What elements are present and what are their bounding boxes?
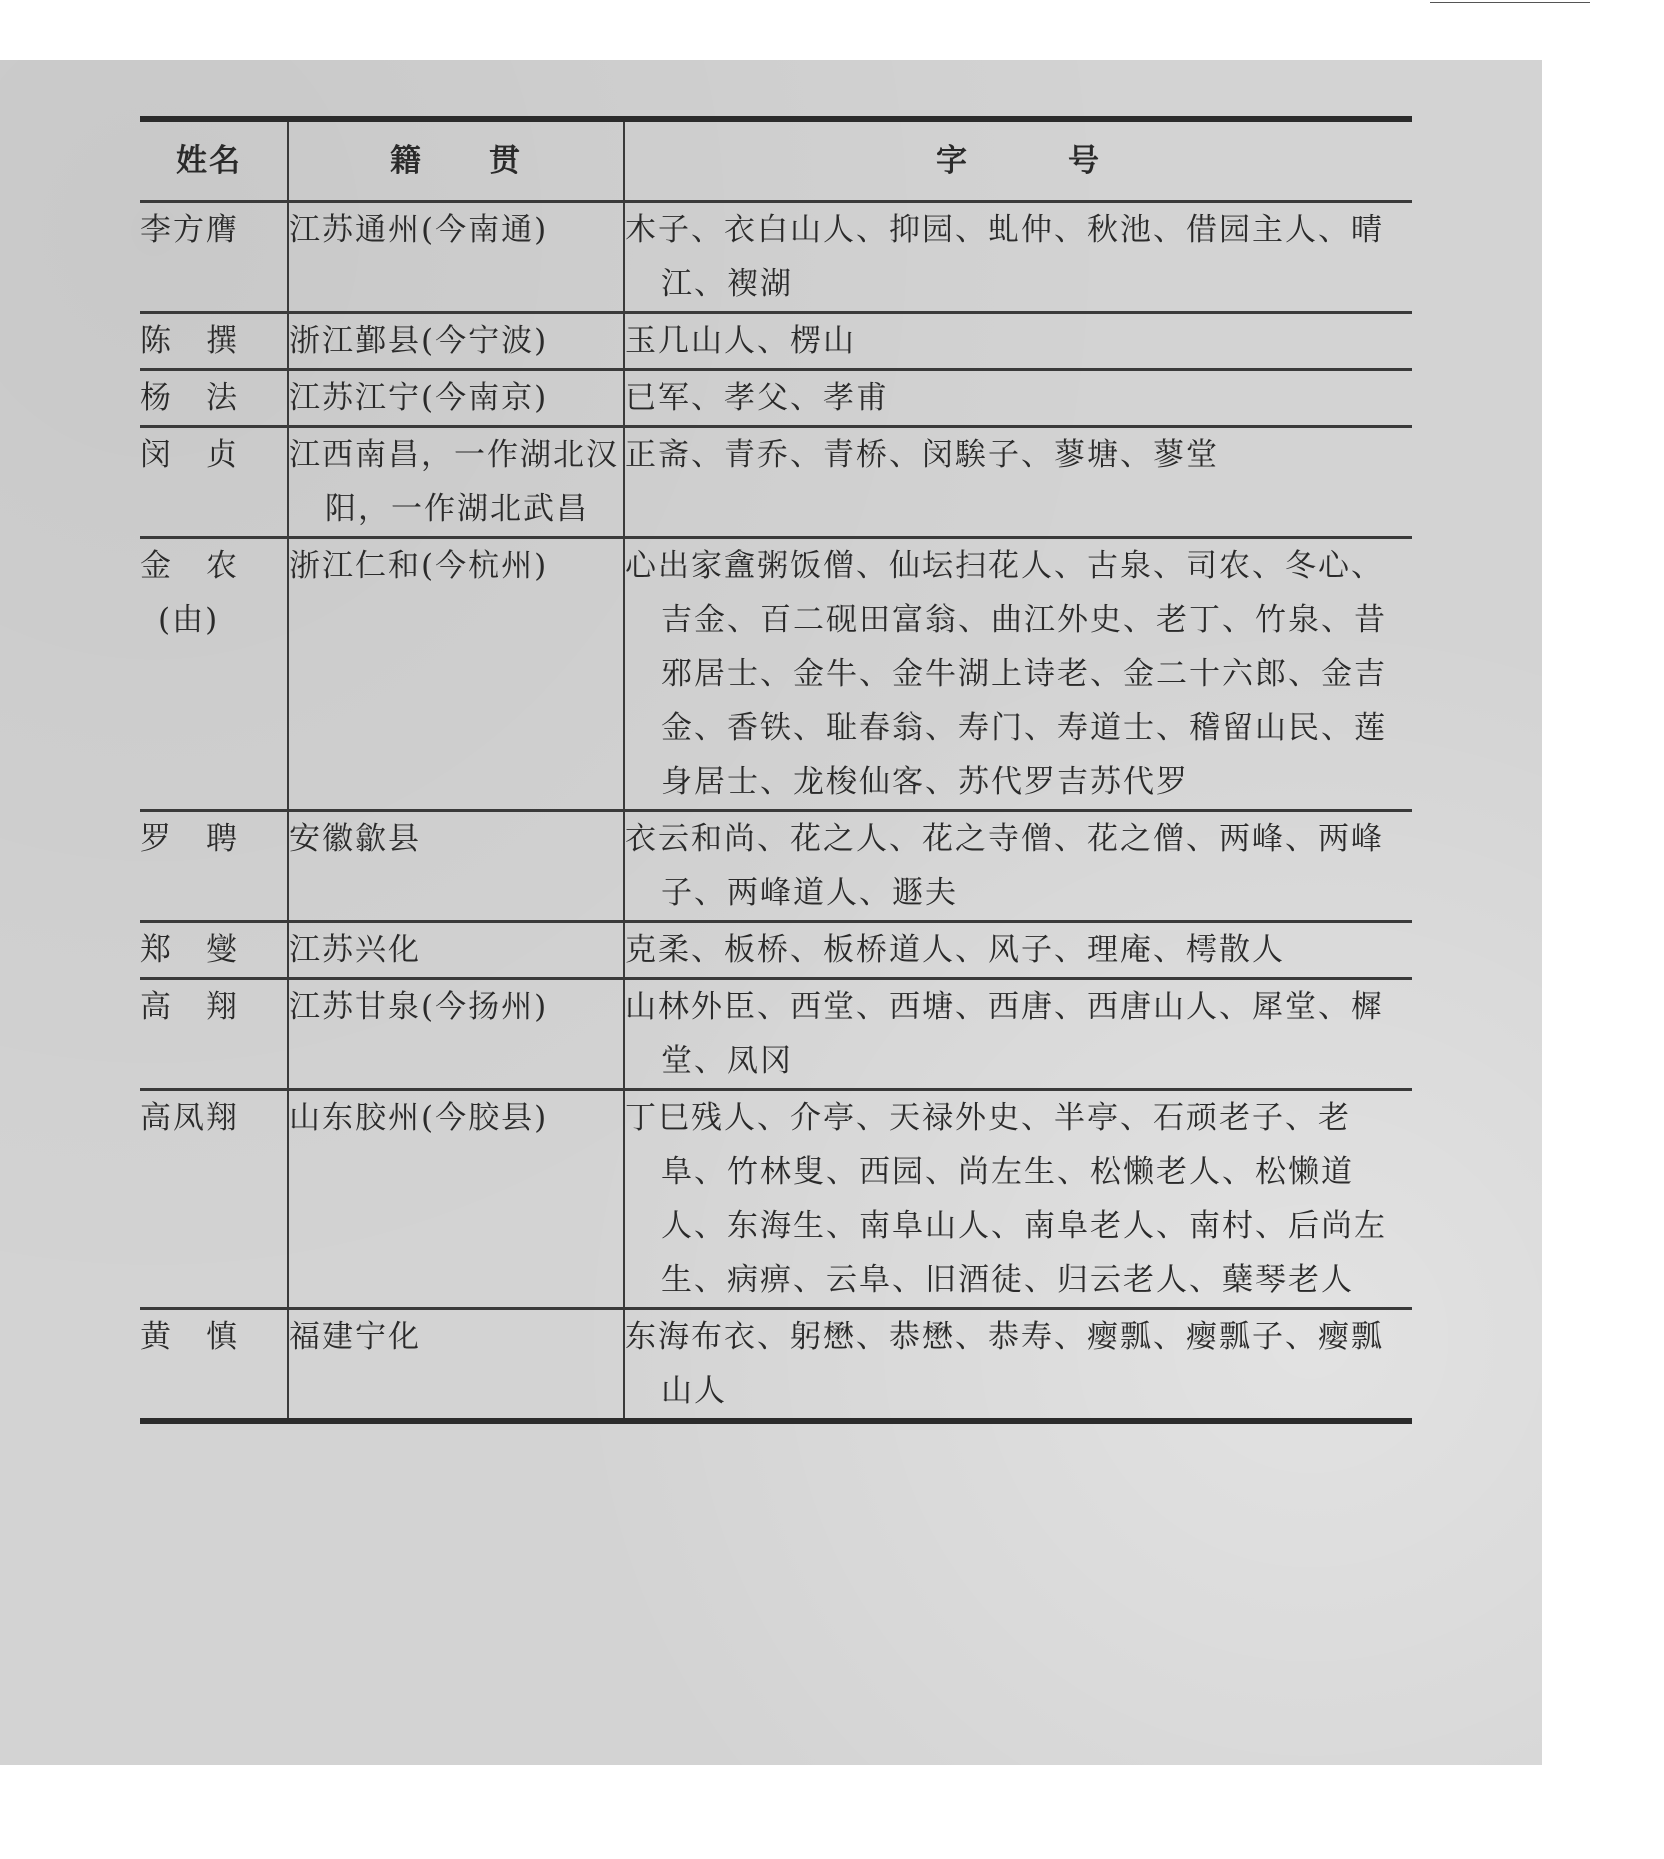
table-row: [140, 1309, 1412, 1422]
cell-hao: [624, 979, 1412, 1090]
origin-text: 浙江鄞县(今宁波): [289, 323, 549, 359]
cell-name: [140, 427, 288, 538]
origin-text: 江苏兴化: [289, 932, 421, 968]
origin-text: 江苏江宁(今南京): [289, 380, 549, 416]
cell-origin: [288, 313, 624, 370]
hao-text: 木子、衣白山人、抑园、虬仲、秋池、借园主人、晴江、褉湖: [625, 212, 1384, 302]
cell-origin: [288, 979, 624, 1090]
table-header-row: [140, 119, 1412, 202]
header-name: 姓名: [140, 119, 288, 202]
table-row: [140, 538, 1412, 811]
origin-text: 江苏甘泉(今扬州): [289, 989, 549, 1025]
cell-name: [140, 370, 288, 427]
person-name: 闵 贞: [140, 437, 239, 473]
cell-origin: [288, 370, 624, 427]
origin-text: 福建宁化: [289, 1319, 421, 1355]
hao-text: 已军、孝父、孝甫: [625, 380, 889, 416]
table-row: [140, 370, 1412, 427]
table-row: [140, 979, 1412, 1090]
table-container: [140, 116, 1412, 1424]
person-name: 郑 燮: [140, 932, 239, 968]
hao-text: 正斋、青乔、青桥、闵騃子、蓼塘、蓼堂: [625, 437, 1219, 473]
origin-text: 江西南昌，一作湖北汉阳，一作湖北武昌: [289, 437, 619, 527]
person-name: 杨 法: [140, 380, 239, 416]
painters-names-table: [140, 116, 1412, 1424]
cell-origin: [288, 1090, 624, 1309]
cell-hao: [624, 922, 1412, 979]
cell-origin: [288, 1309, 624, 1422]
origin-text: 江苏通州(今南通): [289, 212, 549, 248]
table-row: [140, 427, 1412, 538]
hao-text: 克柔、板桥、板桥道人、风子、理庵、樗散人: [625, 932, 1285, 968]
table-row: [140, 202, 1412, 313]
cell-name: [140, 811, 288, 922]
cell-hao: [624, 811, 1412, 922]
cell-name: [140, 979, 288, 1090]
person-name: 黄 慎: [140, 1319, 239, 1355]
scan-margin-bottom: [78, 1765, 1464, 1859]
person-name: 李方膺: [140, 212, 239, 248]
cell-origin: [288, 811, 624, 922]
table-row: [140, 313, 1412, 370]
cell-origin: [288, 922, 624, 979]
hao-text: 衣云和尚、花之人、花之寺僧、花之僧、两峰、两峰子、两峰道人、遯夫: [625, 821, 1384, 911]
origin-text: 安徽歙县: [289, 821, 421, 857]
cell-origin: [288, 427, 624, 538]
cell-hao: [624, 538, 1412, 811]
person-name-note: (由): [158, 602, 220, 638]
cell-hao: [624, 427, 1412, 538]
cell-name: [140, 1090, 288, 1309]
cell-origin: [288, 538, 624, 811]
person-name: 高 翔: [140, 989, 239, 1025]
person-name: 罗 聘: [140, 821, 239, 857]
header-hao: 字 号: [624, 119, 1412, 202]
origin-text: 浙江仁和(今杭州): [289, 548, 549, 584]
cell-name: [140, 313, 288, 370]
cell-name: [140, 202, 288, 313]
cell-name: [140, 538, 288, 811]
cell-hao: [624, 202, 1412, 313]
table-row: [140, 811, 1412, 922]
scan-edge-line: [1430, 2, 1590, 3]
cell-origin: [288, 202, 624, 313]
origin-text: 山东胶州(今胶县): [289, 1100, 549, 1136]
scan-margin-right: [1542, 0, 1664, 1859]
person-name: 高凤翔: [140, 1100, 239, 1136]
cell-hao: [624, 313, 1412, 370]
header-origin: 籍 贯: [288, 119, 624, 202]
cell-name: [140, 922, 288, 979]
cell-name: [140, 1309, 288, 1422]
cell-hao: [624, 1309, 1412, 1422]
cell-hao: [624, 1090, 1412, 1309]
hao-text: 玉几山人、楞山: [625, 323, 856, 359]
person-name: 金 农: [140, 548, 239, 584]
hao-text: 山林外臣、西堂、西塘、西唐、西唐山人、犀堂、樨堂、凤冈: [625, 989, 1384, 1079]
table-row: [140, 922, 1412, 979]
hao-text: 心出家盦粥饭僧、仙坛扫花人、古泉、司农、冬心、吉金、百二砚田富翁、曲江外史、老丁、竹泉、昔邪居士、金牛、金牛湖上诗老、金二十六郎、金吉金、香铁、耻春翁、寿门、寿道士、稽留山民、莲身居士、龙梭仙客、苏代罗吉苏代罗: [625, 548, 1387, 800]
cell-hao: [624, 370, 1412, 427]
person-name: 陈 撰: [140, 323, 239, 359]
table-row: [140, 1090, 1412, 1309]
hao-text: 丁巳残人、介亭、天禄外史、半亭、石顽老子、老阜、竹林叟、西园、尚左生、松懒老人、松懒道人、东海生、南阜山人、南阜老人、南村、后尚左生、病痹、云阜、旧酒徒、归云老人、蘖琴老人: [625, 1100, 1387, 1298]
hao-text: 东海布衣、躬懋、恭懋、恭寿、瘿瓢、瘿瓢子、瘿瓢山人: [625, 1319, 1384, 1409]
table-body: [140, 202, 1412, 1422]
